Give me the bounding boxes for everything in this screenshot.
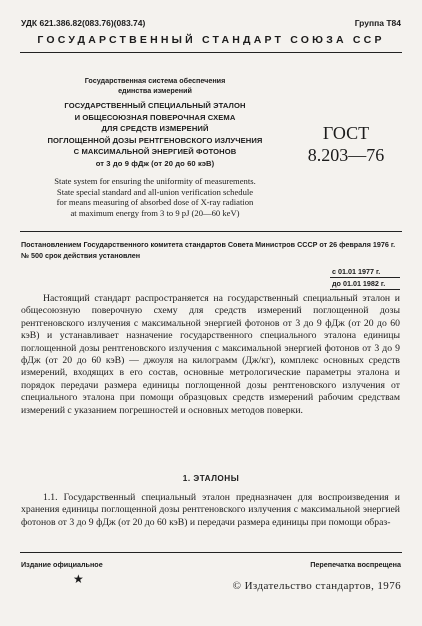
udk-code: УДК 621.386.82(083.76)(083.74)	[21, 18, 146, 28]
title-block	[21, 76, 289, 218]
system-line-2: единства измерений	[118, 85, 192, 95]
header-rule	[20, 52, 402, 53]
title-rule	[20, 231, 402, 232]
english-title	[21, 176, 289, 218]
english-line: for means measuring of absorbed dose of X-ray radiation	[56, 197, 254, 207]
body-text	[21, 293, 400, 417]
reprint-notice: Перепечатка воспрещена	[310, 560, 401, 569]
official-edition: Издание официальное	[21, 560, 103, 569]
footer	[21, 560, 401, 620]
main-title	[21, 100, 289, 169]
star-icon: ★	[73, 572, 84, 586]
english-line: at maximum energy from 3 to 9 pJ (20—60 keV)	[70, 207, 240, 218]
intro-paragraph: Настоящий стандарт распространяется на государственный специальный эталон и общесоюзную поверочную схему для средств измерений поглощенной дозы рентгеновского излучения с максимальной энергией фотонов от 3 до 9 фДж (от 20 до 60 кэВ) и устанавливает назначение государственного специального эталона единицы поглощенной дозы рентгеновского излучения с максимальной энергией фотонов от 3 до 9 фДж (от 20 до 60 кэВ) — джоуля на килограмм (Дж/кг), комплекс основных средств измерений, входящих в его состав, основные метрологические параметры эталона и порядок передачи размера единицы поглощенной дозы рентгеновского излучения от специального эталона при помощи образцовых средств измерений рабочим средствам измерений с указанием погрешностей и основных методов поверки.	[21, 293, 400, 416]
date-to: до 01.01 1982 г.	[330, 278, 400, 290]
decree-text: Постановлением Государственного комитета стандартов Совета Министров СССР от 26 февраля 1976 г. № 500 срок действия установлен	[21, 240, 396, 260]
section-paragraph: 1.1. Государственный специальный эталон предназначен для воспроизведения и хранения единицы поглощенной дозы рентгеновского излучения с максимальной энергией фотонов от 3 до 9 фДж (от 20 до 60 кэВ) и передачи размера единицы при помощи образ-	[21, 492, 400, 528]
title-line: ДЛЯ СРЕДСТВ ИЗМЕРЕНИЙ	[101, 124, 209, 133]
header-row	[21, 18, 401, 30]
title-line: И ОБЩЕСОЮЗНАЯ ПОВЕРОЧНАЯ СХЕМА	[74, 112, 236, 122]
gost-number: 8.203—76	[307, 145, 385, 165]
date-from: с 01.01 1977 г.	[330, 266, 400, 278]
gost-label: ГОСТ	[322, 123, 370, 143]
section-body	[21, 492, 400, 529]
standard-title: ГОСУДАРСТВЕННЫЙ СТАНДАРТ СОЮЗА ССР	[37, 34, 385, 46]
title-line: С МАКСИМАЛЬНОЙ ЭНЕРГИЕЙ ФОТОНОВ	[73, 147, 237, 156]
english-line: State system for ensuring the uniformity of measurements.	[54, 176, 256, 186]
english-line: State special standard and all-union verification schedule	[56, 186, 254, 197]
title-line: от 3 до 9 фДж (от 20 до 60 кэВ)	[95, 158, 215, 168]
validity-dates	[330, 266, 400, 290]
copyright: © Издательство стандартов, 1976	[232, 580, 401, 592]
title-line: ГОСУДАРСТВЕННЫЙ СПЕЦИАЛЬНЫЙ ЭТАЛОН	[64, 101, 246, 110]
group-code: Группа Т84	[354, 18, 401, 28]
footer-rule	[20, 552, 402, 553]
system-line-1: Государственная система обеспечения	[84, 76, 226, 85]
title-line: ПОГЛОЩЕННОЙ ДОЗЫ РЕНТГЕНОВСКОГО ИЗЛУЧЕНИЯ	[47, 135, 263, 145]
section-title: 1. ЭТАЛОНЫ	[182, 474, 240, 483]
gost-designation	[290, 123, 402, 165]
